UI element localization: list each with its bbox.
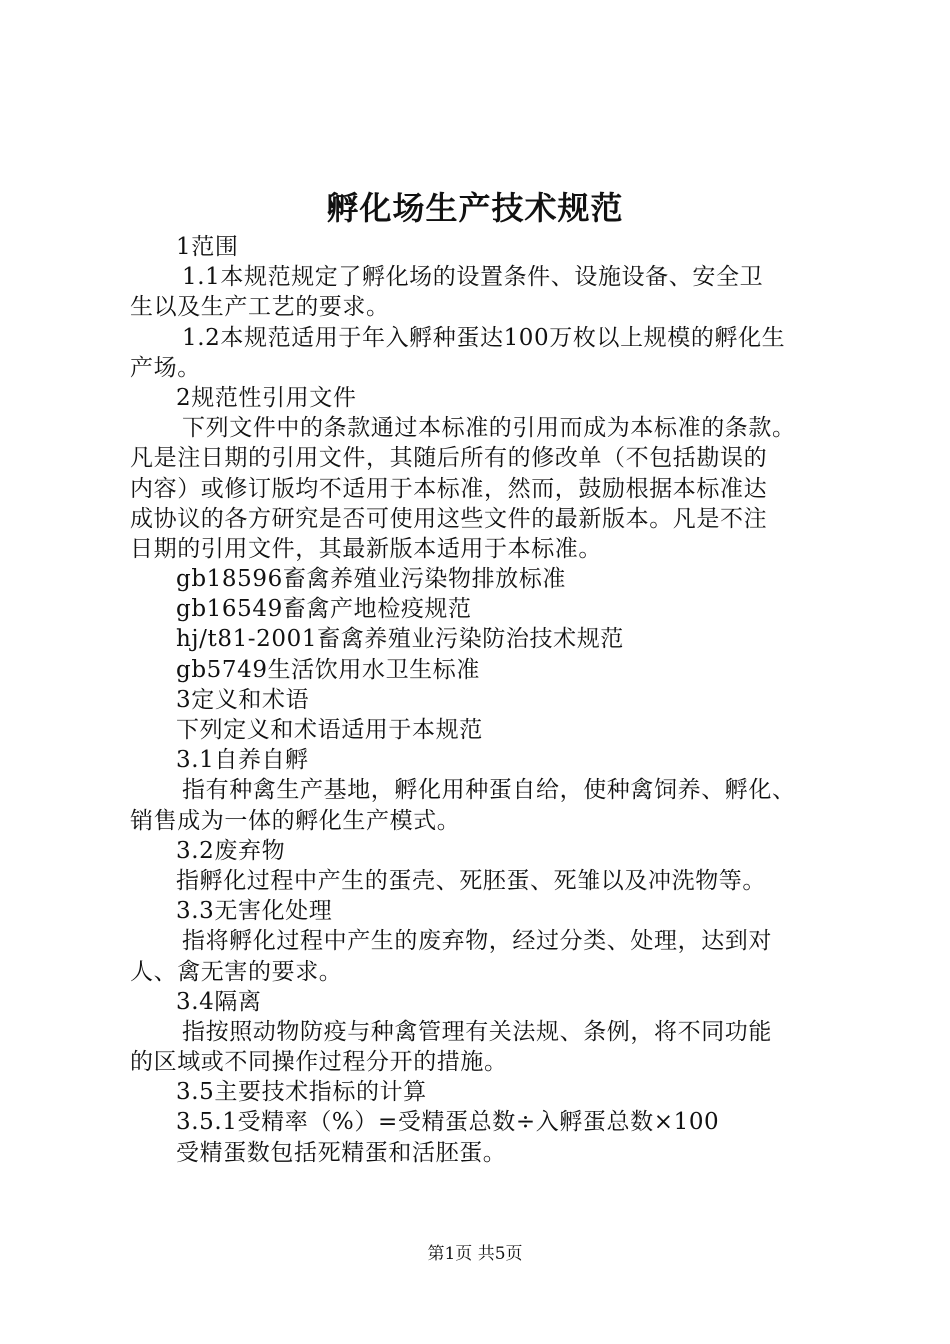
reference-item: hj/t81-2001畜禽养殖业污染防治技术规范 [176,626,624,653]
section-heading: 3定义和术语 [176,686,310,713]
formula-line: 3.5.1受精率（%）=受精蛋总数÷入孵蛋总数×100 [176,1109,720,1136]
reference-item: gb18596畜禽养殖业污染物排放标准 [176,566,567,593]
paragraph-line: 生以及生产工艺的要求。 [130,294,390,321]
paragraph-line: 内容）或修订版均不适用于本标准，然而，鼓励根据本标准达 [130,475,768,502]
paragraph-line: 成协议的各方研究是否可使用这些文件的最新版本。凡是不注 [130,505,768,532]
page-number-footer: 第1页 共5页 [427,1244,523,1264]
paragraph-line: 销售成为一体的孵化生产模式。 [130,807,461,834]
paragraph-line: 受精蛋数包括死精蛋和活胚蛋。 [176,1139,507,1166]
paragraph-line: 人、禽无害的要求。 [130,958,343,985]
paragraph-line: 产场。 [130,354,201,381]
paragraph-line: 指按照动物防疫与种禽管理有关法规、条例，将不同功能 [182,1018,772,1045]
section-heading: 1范围 [176,234,239,260]
paragraph-line: 凡是注日期的引用文件，其随后所有的修改单（不包括勘误的 [130,445,768,472]
subsection-heading: 3.1自养自孵 [176,747,309,774]
paragraph-line: 日期的引用文件，其最新版本适用于本标准。 [130,535,602,562]
reference-item: gb5749生活饮用水卫生标准 [176,656,480,683]
reference-item: gb16549畜禽产地检疫规范 [176,596,472,623]
paragraph-line: 指有种禽生产基地，孵化用种蛋自给，使种禽饲养、孵化、 [182,777,796,804]
paragraph-line: 下列定义和术语适用于本规范 [176,717,483,743]
subsection-heading: 3.4隔离 [176,988,262,1015]
section-heading: 2规范性引用文件 [176,384,357,411]
document-body [130,232,850,1168]
subsection-heading: 3.3无害化处理 [176,898,333,925]
paragraph-line: 指孵化过程中产生的蛋壳、死胚蛋、死雏以及冲洗物等。 [176,867,766,894]
paragraph-line: 的区域或不同操作过程分开的措施。 [130,1049,508,1076]
paragraph-line: 1.1本规范规定了孵化场的设置条件、设施设备、安全卫 [182,264,764,291]
subsection-heading: 3.5主要技术指标的计算 [176,1079,427,1106]
paragraph-line: 1.2本规范适用于年入孵种蛋达100万枚以上规模的孵化生 [182,324,786,351]
paragraph-line: 下列文件中的条款通过本标准的引用而成为本标准的条款。 [182,415,796,442]
document-title: 孵化场生产技术规范 [326,189,624,227]
subsection-heading: 3.2废弃物 [176,837,286,864]
paragraph-line: 指将孵化过程中产生的废弃物，经过分类、处理，达到对 [182,928,772,955]
